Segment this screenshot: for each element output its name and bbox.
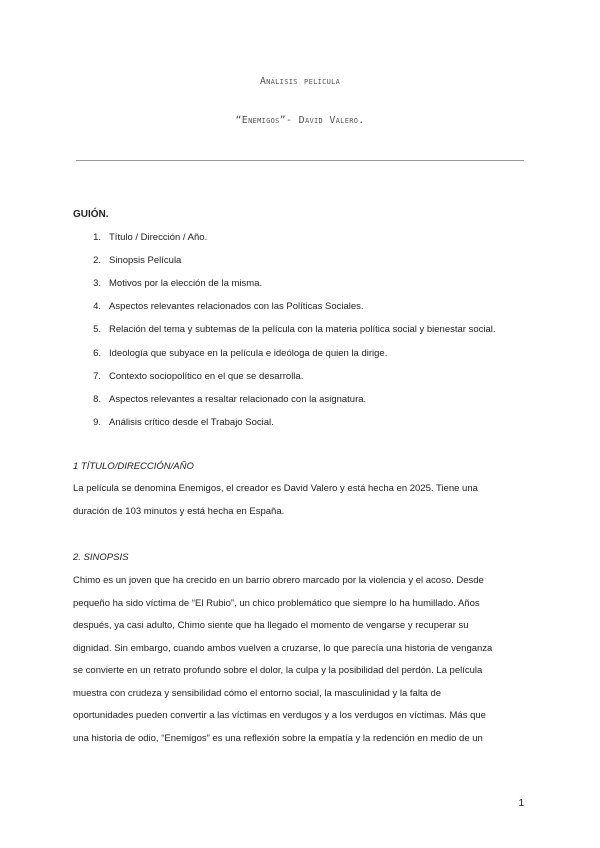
guion-heading: GUIÓN. bbox=[73, 209, 109, 220]
list-item: 1. Título / Dirección / Año. bbox=[93, 232, 208, 244]
document-subtitle: “Enemigos”- David Valero. bbox=[235, 115, 365, 126]
title-divider bbox=[76, 160, 524, 161]
section2-paragraph: Chimo es un joven que ha crecido en un barrio obrero marcado por la violencia y el acoso. Desde pequeño ha sido víctima de “El Rubio”, un chico problemático que siempre lo ha humillado. Años después, ya casi adulto, Chimo siente que ha llegado el momento de vengarse y recuperar su dignidad. Sin embargo, cuando ambos vuelven a cruzarse, lo que parecía una historia de venganza se convierte en un retrato profundo sobre el dolor, la culpa y la posibilidad del perdón. La película muestra con crudeza y sensibilidad cómo el entorno social, la masculinidad y la falta de oportunidades pueden convertir a las víctimas en verdugos y a los verdugos en víctimas. Más que una historia de odio, “Enemigos” es una reflexión sobre la empatía y la redención en medio de un bbox=[73, 575, 493, 744]
list-item: 6. Ideología que subyace en la película e ideóloga de quien la dirige. bbox=[93, 347, 388, 359]
section2-heading: 2. SINOPSIS bbox=[73, 552, 129, 563]
guion-list bbox=[73, 226, 496, 434]
list-item: 8. Aspectos relevantes a resaltar relacionado con la asignatura. bbox=[93, 393, 367, 405]
section1-paragraph: La película se denomina Enemigos, el creador es David Valero y está hecha en 2025. Tiene una duración de 103 minutos y está hecha en España. bbox=[73, 483, 478, 517]
list-item: 5. Relación del tema y subtemas de la película con la materia política social y bienestar social. bbox=[93, 324, 496, 336]
section1-heading: 1 TÍTULO/DIRECCIÓN/AÑO bbox=[73, 461, 194, 472]
list-item: 3. Motivos por la elección de la misma. bbox=[93, 278, 263, 290]
list-item: 4. Aspectos relevantes relacionados con las Políticas Sociales. bbox=[93, 301, 364, 313]
list-item: 9. Análisis crítico desde el Trabajo Social. bbox=[93, 416, 274, 428]
page-number: 1 bbox=[518, 798, 524, 809]
list-item: 7. Contexto sociopolítico en el que se desarrolla. bbox=[93, 370, 304, 382]
document-title: Análisis película bbox=[259, 76, 341, 87]
list-item: 2. Sinopsis Película bbox=[93, 255, 182, 267]
